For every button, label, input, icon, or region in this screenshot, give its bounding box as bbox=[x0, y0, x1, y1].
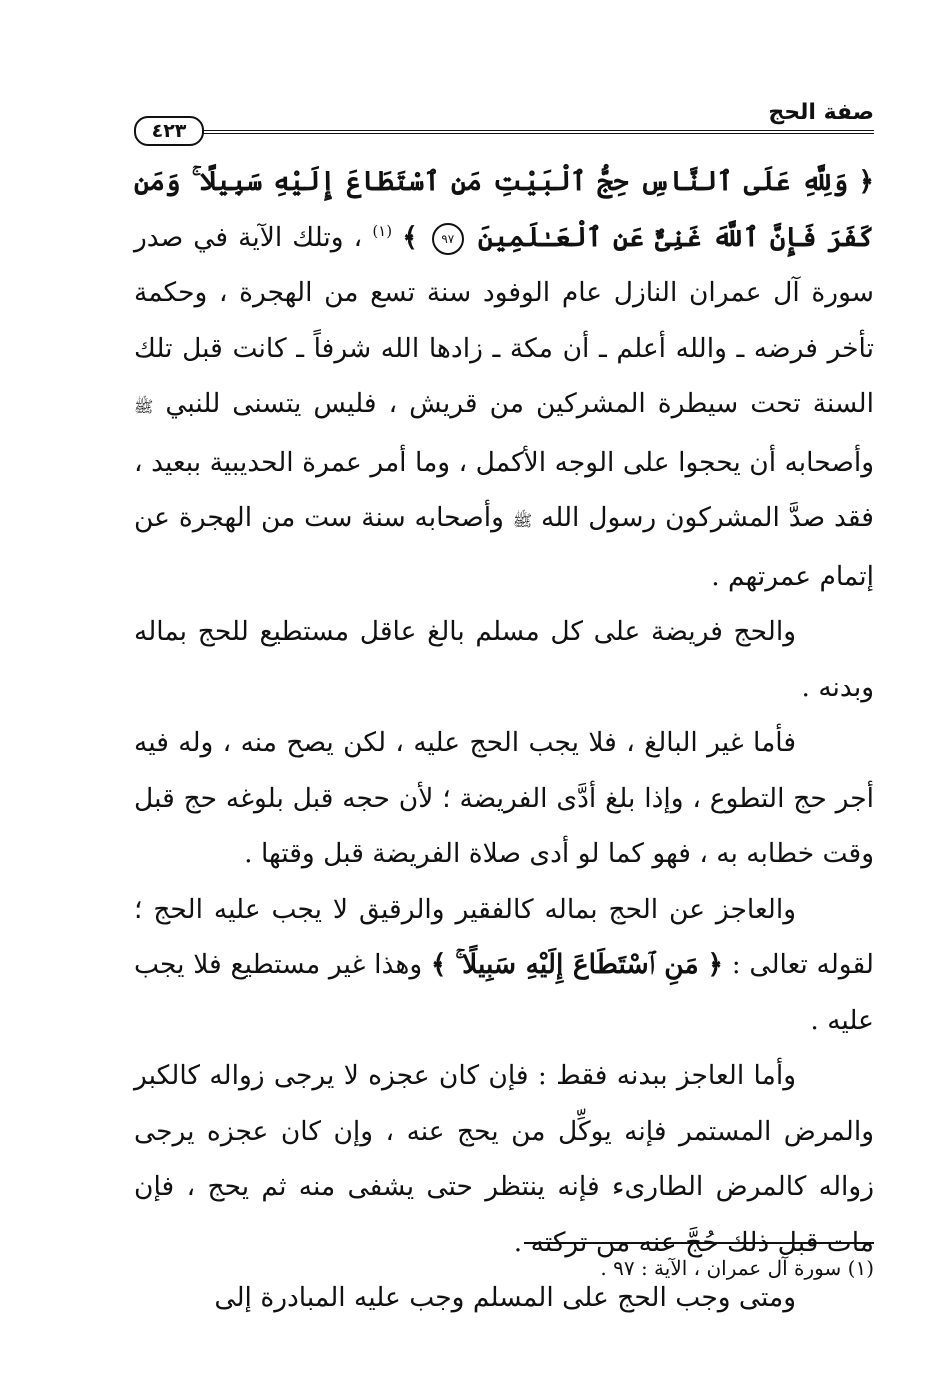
quran-close-bracket: ﴾ bbox=[430, 949, 447, 980]
quran-verse: وَلِلَّهِ عَلَى ٱلنَّاسِ حِجُّ ٱلْبَيْتِ مَنِ ٱسْتَطَاعَ إِلَيْهِ سَبِيلًا ۚ وَمَن كَفَرَ فَإِنَّ ٱللَّهَ غَنِىٌّ عَنِ ٱلْعَـٰلَمِينَ bbox=[134, 166, 874, 253]
footnote-separator bbox=[524, 1242, 874, 1244]
footnote: (١) سورة آل عمران ، الآية : ٩٧ . bbox=[600, 1256, 874, 1280]
ayah-number-marker: ٩٧ bbox=[432, 223, 464, 255]
page-header bbox=[134, 96, 874, 148]
salla-glyph: ﷺ bbox=[134, 397, 154, 416]
footnote-marker: (١) bbox=[372, 221, 393, 240]
paragraph-3: فأما غير البالغ ، فلا يجب الحج عليه ، لكن يصح منه ، وله فيه أجر حج التطوع ، وإذا بلغ أدَّى الفريضة ؛ لأن حجه قبل بلوغه حج قبل وقت خطابه به ، فهو كما لو أدى صلاة الفريضة قبل وقتها . bbox=[134, 727, 874, 869]
paragraph-2: والحج فريضة على كل مسلم بالغ عاقل مستطيع للحج بماله وبدنه . bbox=[134, 616, 874, 703]
running-title: صفة الحج bbox=[768, 100, 874, 125]
page-number: ٤٢٣ bbox=[134, 116, 204, 146]
quran-verse: مَنِ ٱسْتَطَاعَ إِلَيْهِ سَبِيلًا ۚ bbox=[455, 949, 699, 980]
paragraph-1-text-b: وأصحابه أن يحجوا على الوجه الأكمل ، وما أمر عمرة الحديبية ببعيد ، فقد صدَّ المشركون رسول الله bbox=[134, 446, 874, 533]
paragraph-4-text-a: والعاجز عن الحج بماله كالفقير والرقيق لا يجب عليه الحج ؛ لقوله تعالى : bbox=[134, 893, 874, 980]
main-text bbox=[134, 154, 874, 1326]
paragraph-6: ومتى وجب الحج على المسلم وجب عليه المبادرة إلى bbox=[214, 1282, 796, 1313]
paragraph-4 bbox=[134, 882, 874, 1049]
quran-open-bracket: ﴿ bbox=[707, 949, 723, 980]
quran-open-bracket: ﴿ bbox=[858, 166, 874, 197]
quran-close-bracket: ﴾ bbox=[402, 221, 418, 253]
paragraph-4-text-b: وهذا غير مستطيع فلا يجب عليه . bbox=[134, 949, 874, 1036]
paragraph-1 bbox=[134, 154, 874, 604]
header-rule bbox=[194, 130, 874, 134]
paragraph-1-text-c: وأصحابه سنة ست من الهجرة عن إتمام عمرتهم . bbox=[134, 502, 874, 592]
paragraph-1-text-a: ، وتلك الآية في صدر سورة آل عمران النازل عام الوفود سنة تسع من الهجرة ، وحكمة تأخر فرضه ـ والله أعلم ـ أن مكة ـ زادها الله شرفاً ـ كانت قبل تلك السنة تحت سيطرة المشركين من قريش ، فليس يتسنى للنبي bbox=[134, 221, 874, 419]
salla-glyph: ﷺ bbox=[512, 511, 533, 530]
paragraph-5: وأما العاجز ببدنه فقط : فإن كان عجزه لا يرجى زواله كالكبر والمرض المستمر فإنه يوكِّل من يحج عنه ، وإن كان عجزه يرجى زواله كالمرض الطارىء فإنه ينتظر حتى يشفى منه ثم يحج ، فإن مات قبل ذلك حُجَّ عنه من تركته . bbox=[134, 1060, 874, 1258]
